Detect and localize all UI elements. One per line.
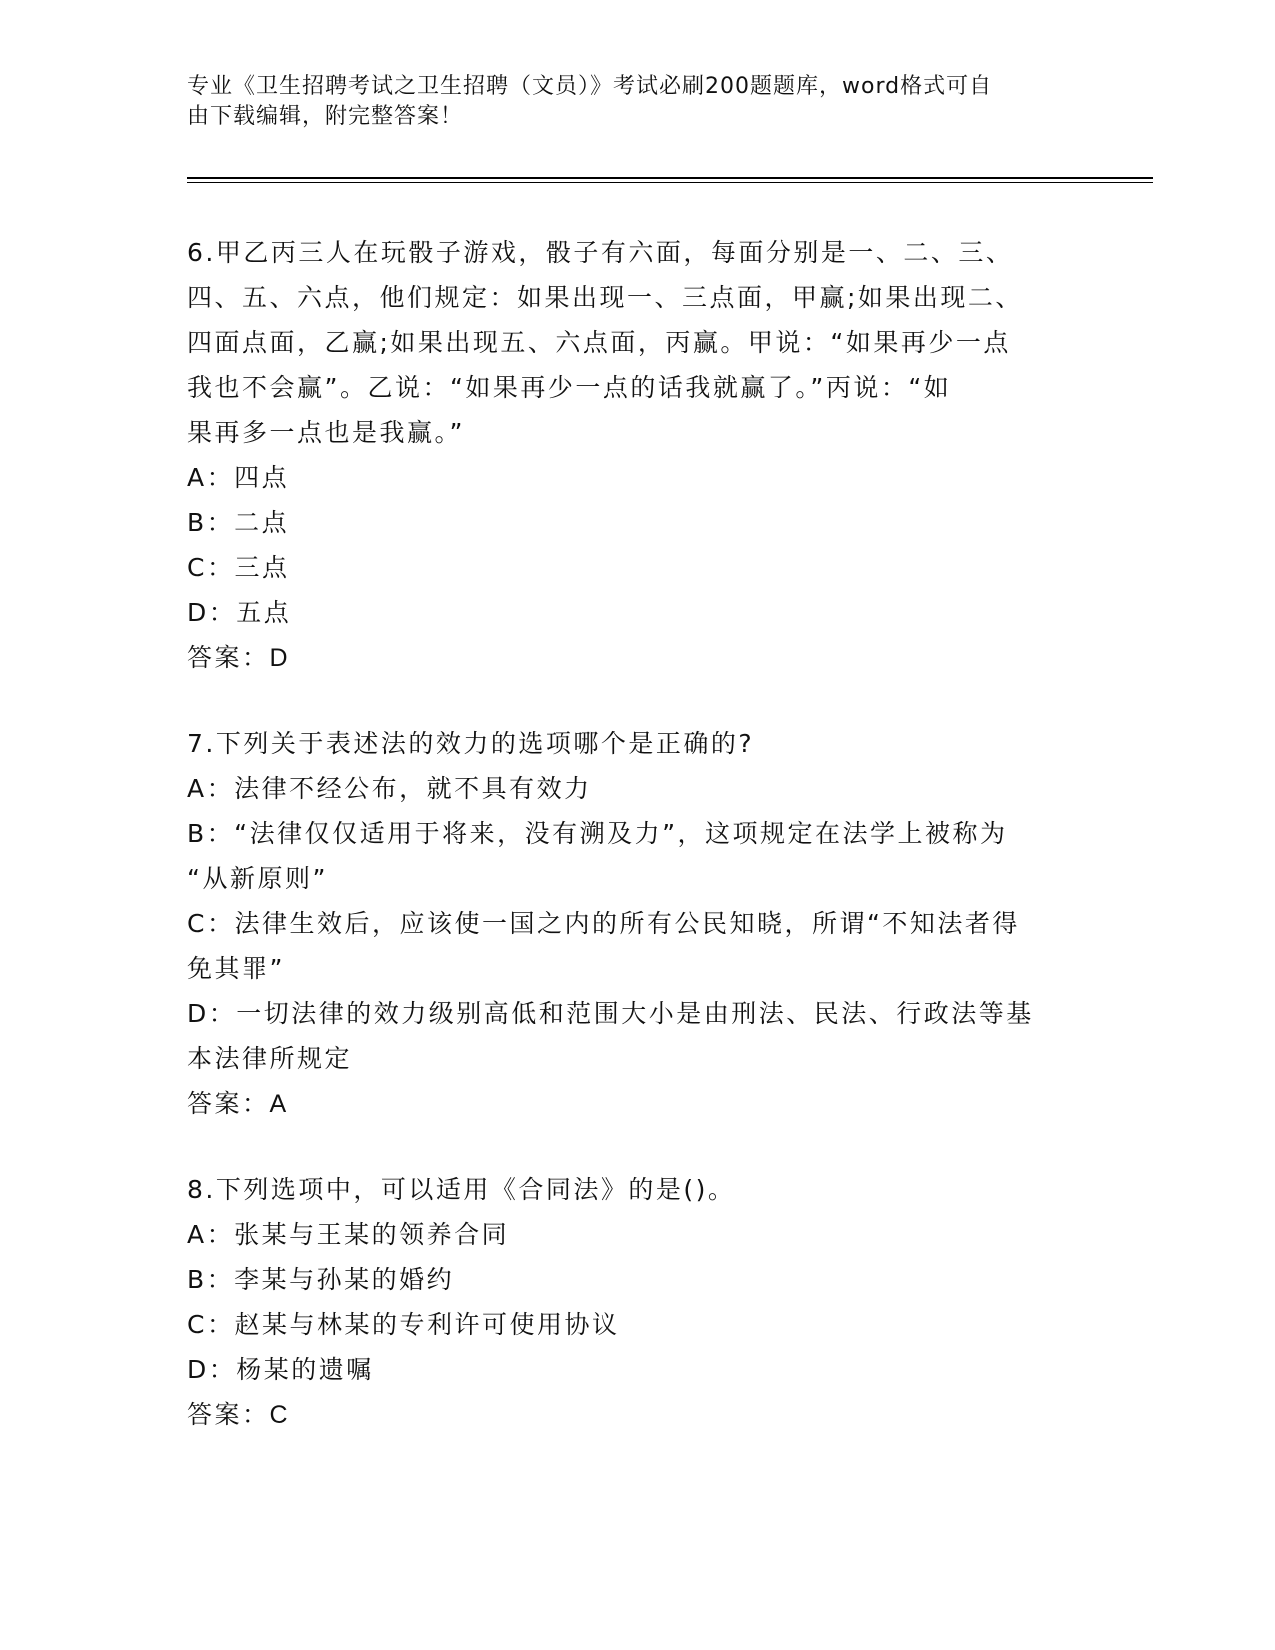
option-d-continued: 本法律所规定 — [187, 1044, 353, 1073]
option-b-continued: “从新原则” — [187, 864, 328, 893]
header-line-2: 由下载编辑，附完整答案！ — [187, 104, 464, 129]
answer-line: 答案：D — [187, 644, 291, 672]
question-stem-line: 四、五、六点，他们规定：如果出现一、三点面，甲赢;如果出现二、 — [187, 283, 1023, 312]
question-list — [187, 230, 1077, 1438]
question-8 — [187, 1167, 1077, 1438]
option-c: C：法律生效后，应该使一国之内的所有公民知晓，所谓“不知法者得 — [187, 909, 1020, 938]
question-stem-line: 6.甲乙丙三人在玩骰子游戏，骰子有六面，每面分别是一、二、三、 — [187, 238, 1014, 267]
option-b: B：二点 — [187, 508, 290, 537]
question-stem-line: 果再多一点也是我赢。” — [187, 418, 465, 447]
option-d: D：五点 — [187, 598, 292, 627]
option-c-continued: 免其罪” — [187, 954, 285, 983]
answer-line: 答案：A — [187, 1090, 289, 1118]
option-c: C：三点 — [187, 553, 290, 582]
option-d: D：一切法律的效力级别高低和范围大小是由刑法、民法、行政法等基 — [187, 999, 1034, 1028]
question-stem-line: 我也不会赢”。乙说：“如果再少一点的话我就赢了。”丙说：“如 — [187, 373, 952, 402]
option-c: C：赵某与林某的专利许可使用协议 — [187, 1310, 620, 1339]
question-stem-line: 四面点面，乙赢;如果出现五、六点面，丙赢。甲说：“如果再少一点 — [187, 328, 1011, 357]
option-a: A：四点 — [187, 463, 290, 492]
option-b: B：“法律仅仅适用于将来，没有溯及力”，这项规定在法学上被称为 — [187, 819, 1008, 848]
option-a: A：张某与王某的领养合同 — [187, 1220, 510, 1249]
question-7 — [187, 721, 1077, 1127]
question-6 — [187, 230, 1077, 681]
question-stem-line: 7.下列关于表述法的效力的选项哪个是正确的? — [187, 729, 755, 758]
answer-line: 答案：C — [187, 1401, 291, 1429]
header-line-1: 专业《卫生招聘考试之卫生招聘（文员）》考试必刷200题题库，word格式可自 — [187, 74, 993, 99]
option-b: B：李某与孙某的婚约 — [187, 1265, 455, 1294]
header-divider-thick — [187, 177, 1153, 179]
header-divider-thin — [187, 182, 1153, 183]
question-stem-line: 8.下列选项中，可以适用《合同法》的是()。 — [187, 1175, 736, 1204]
option-d: D：杨某的遗嘱 — [187, 1355, 374, 1384]
document-header — [187, 72, 1057, 132]
option-a: A：法律不经公布，就不具有效力 — [187, 774, 592, 803]
